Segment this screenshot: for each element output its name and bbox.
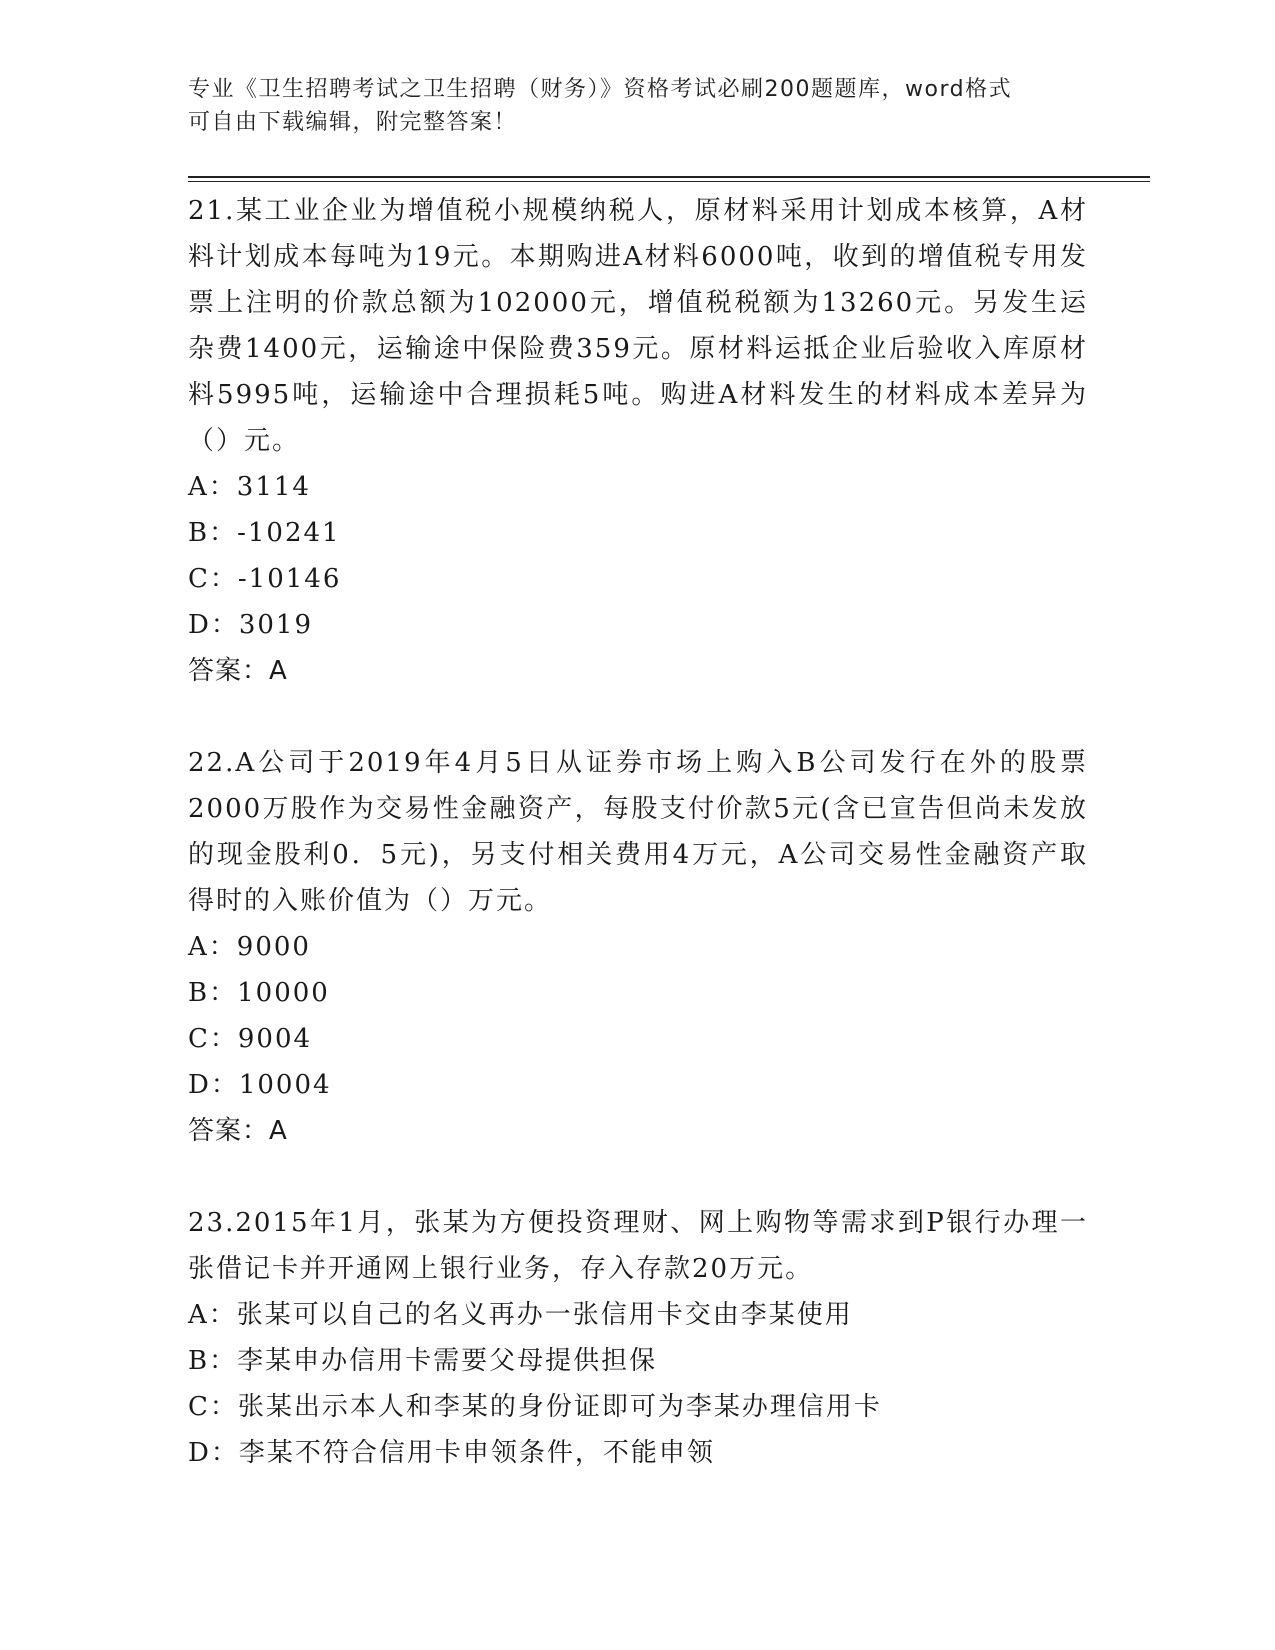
option-c: C：-10146 bbox=[188, 564, 342, 594]
question-23 bbox=[188, 1200, 1088, 1476]
question-text: 23.2015年1月，张某为方便投资理财、网上购物等需求到P银行办理一张借记卡并开通网上银行业务，存入存款20万元。 bbox=[188, 1208, 1088, 1284]
answer-label: 答案：A bbox=[188, 1116, 288, 1146]
option-d: D：10004 bbox=[188, 1070, 332, 1100]
question-list bbox=[188, 188, 1088, 1476]
option-b: B：李某申办信用卡需要父母提供担保 bbox=[188, 1346, 658, 1376]
question-22 bbox=[188, 740, 1088, 1154]
option-c: C：张某出示本人和李某的身份证即可为李某办理信用卡 bbox=[188, 1392, 882, 1422]
header-line-2: 可自由下载编辑，附完整答案！ bbox=[188, 110, 518, 135]
option-c: C：9004 bbox=[188, 1024, 313, 1054]
question-spacer bbox=[188, 1154, 1088, 1200]
question-text: 22.A公司于2019年4月5日从证券市场上购入B公司发行在外的股票2000万股作为交易性金融资产，每股支付价款5元(含已宣告但尚未发放的现金股利0．5元)，另支付相关费用4万元，A公司交易性金融资产取得时的入账价值为（）万元。 bbox=[188, 748, 1088, 916]
question-spacer bbox=[188, 694, 1088, 740]
answer-label: 答案：A bbox=[188, 656, 288, 686]
question-21 bbox=[188, 188, 1088, 694]
option-b: B：-10241 bbox=[188, 518, 341, 548]
header-line-1: 专业《卫生招聘考试之卫生招聘（财务）》资格考试必刷200题题库，word格式 bbox=[188, 77, 1013, 102]
option-b: B：10000 bbox=[188, 978, 330, 1008]
header-divider-thin bbox=[188, 181, 1150, 182]
option-d: D：3019 bbox=[188, 610, 314, 640]
header-divider-thick bbox=[188, 176, 1150, 178]
option-a: A：张某可以自己的名义再办一张信用卡交由李某使用 bbox=[188, 1300, 853, 1330]
question-text: 21.某工业企业为增值税小规模纳税人，原材料采用计划成本核算，A材料计划成本每吨为19元。本期购进A材料6000吨，收到的增值税专用发票上注明的价款总额为102000元，增值税税额为13260元。另发生运杂费1400元，运输途中保险费359元。原材料运抵企业后验收入库原材料5995吨，运输途中合理损耗5吨。购进A材料发生的材料成本差异为（）元。 bbox=[188, 196, 1088, 456]
option-a: A：3114 bbox=[188, 472, 311, 502]
document-header bbox=[188, 73, 1088, 139]
option-a: A：9000 bbox=[188, 932, 311, 962]
option-d: D：李某不符合信用卡申领条件，不能申领 bbox=[188, 1438, 715, 1468]
